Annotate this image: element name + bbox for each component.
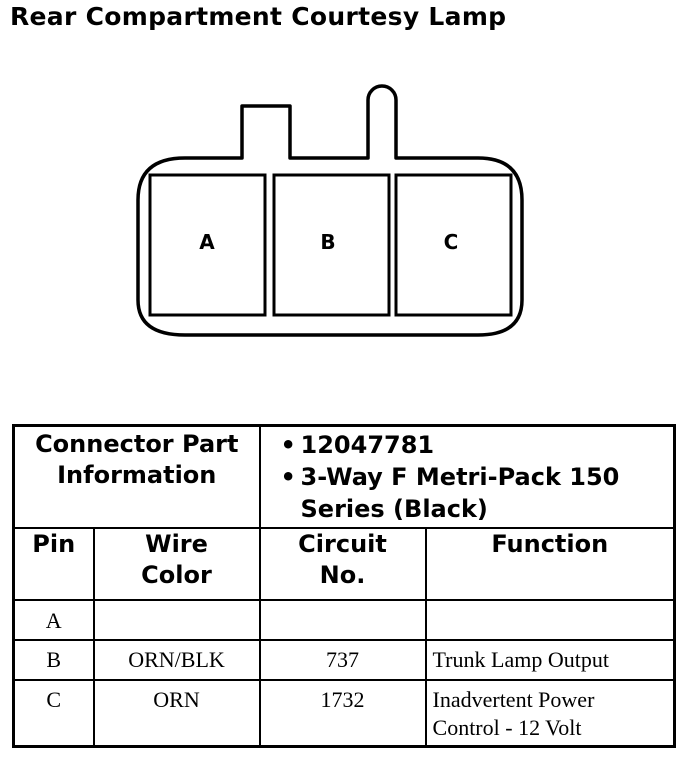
header-pin: [14, 528, 94, 600]
header-wire-color: [94, 528, 260, 600]
part-info-list: [260, 426, 675, 529]
circuit-cell: 737: [260, 640, 426, 680]
header-circuit-label: Circuit: [298, 530, 387, 558]
pin-cell: B: [14, 640, 94, 680]
cavity-label-b: B: [320, 230, 336, 254]
column-header-row: [14, 528, 675, 600]
connector-info-table: [12, 424, 676, 748]
table-row: [14, 600, 675, 640]
wire-color-cell: [94, 600, 260, 640]
part-info-header: [14, 426, 260, 529]
header-function-label: Function: [491, 530, 609, 558]
header-pin-label: Pin: [32, 530, 76, 558]
table-row: [14, 640, 675, 680]
circuit-cell: [260, 600, 426, 640]
header-no-label: No.: [319, 561, 366, 589]
function-line1: Inadvertent Power: [432, 687, 595, 712]
part-info-header-line2: Information: [57, 461, 217, 489]
function-line2: Control - 12 Volt: [432, 715, 582, 740]
header-function: [426, 528, 675, 600]
header-color-label: Color: [141, 561, 212, 589]
circuit-cell: 1732: [260, 680, 426, 746]
diagram-title: Rear Compartment Courtesy Lamp: [10, 2, 507, 31]
part-info-row: [14, 426, 675, 529]
connector-description: • 3-Way F Metri-Pack 150 Series (Black): [301, 461, 674, 525]
function-cell: [426, 600, 675, 640]
header-circuit: [260, 528, 426, 600]
header-wire-label: Wire: [145, 530, 208, 558]
wire-color-cell: ORN/BLK: [94, 640, 260, 680]
part-number: • 12047781: [301, 429, 674, 461]
pin-cell: A: [14, 600, 94, 640]
function-cell: [426, 680, 675, 746]
table-row: [14, 680, 675, 746]
cavity-label-a: A: [199, 230, 215, 254]
wire-color-cell: ORN: [94, 680, 260, 746]
pin-cell: C: [14, 680, 94, 746]
function-cell: Trunk Lamp Output: [426, 640, 675, 680]
part-info-header-line1: Connector Part: [35, 430, 239, 458]
cavity-label-c: C: [443, 230, 459, 254]
